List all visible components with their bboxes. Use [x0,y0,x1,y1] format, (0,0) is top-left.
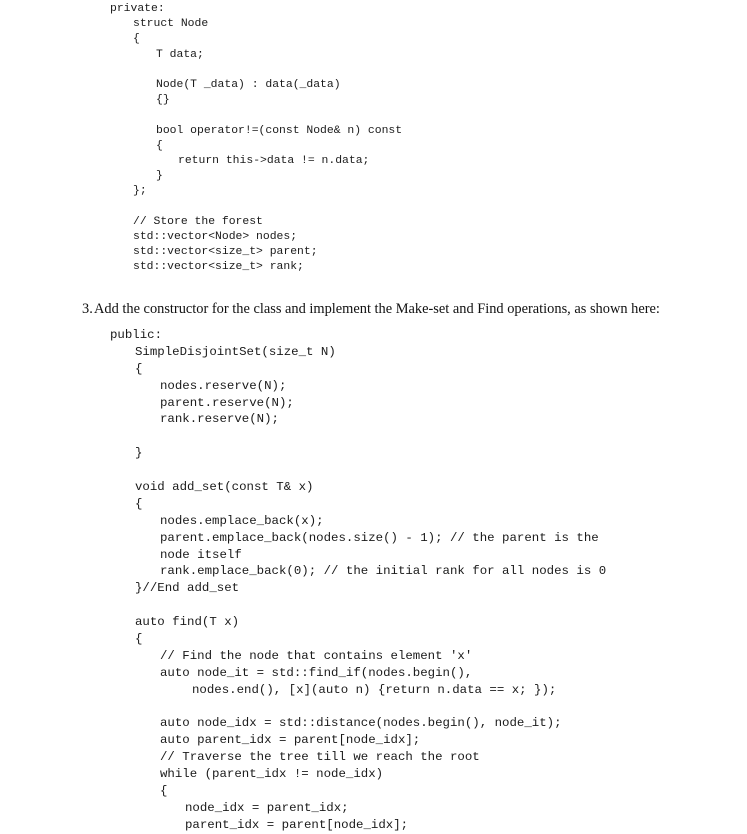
step-text: Add the constructor for the class and implement the Make-set and Find operations, as shown here: [94,301,660,317]
code-line: struct Node [133,18,209,31]
code-line: rank.reserve(N); [160,412,279,427]
code-line: } [135,446,143,461]
code-line: { [135,361,143,376]
code-line [0,597,747,614]
code-line: Node(T _data) : data(_data) [156,78,341,91]
code-line: SimpleDisjointSet(size_t N) [135,344,336,359]
code-line: parent_idx = parent[node_idx]; [185,817,409,832]
code-line: { [135,632,143,647]
code-line: { [133,33,140,46]
code-line: rank.emplace_back(0); // the initial rank for all nodes is 0 [160,564,607,579]
code-line: void add_set(const T& x) [135,480,314,495]
code-line: nodes.emplace_back(x); [160,513,324,528]
code-line: }//End add_set [135,581,240,596]
code-block-public-methods [0,327,747,834]
code-line: auto node_idx = std::distance(nodes.begin(), node_it); [160,716,562,731]
code-line: // Store the forest [133,215,263,228]
code-line: return this->data != n.data; [178,154,370,167]
code-line: public: [110,328,163,342]
code-line: T data; [156,48,204,61]
code-line: }; [133,185,147,198]
code-line: std::vector<size_t> rank; [133,261,304,274]
code-line [0,63,747,78]
code-line: node itself [160,547,242,562]
code-line: // Find the node that contains element 'x' [160,648,473,663]
code-line: std::vector<Node> nodes; [133,230,298,243]
code-line: nodes.end(), [x](auto n) {return n.data == x; }); [192,682,557,697]
code-line [0,108,747,123]
step-number: 3. [82,301,93,317]
code-line: nodes.reserve(N); [160,378,287,393]
code-line: { [135,496,143,511]
code-line: bool operator!=(const Node& n) const [156,124,403,137]
code-line: std::vector<size_t> parent; [133,246,318,258]
code-line: {} [156,94,170,107]
step-3-instruction [82,300,734,318]
code-line: auto node_it = std::find_if(nodes.begin(), [160,665,473,680]
code-line: { [156,139,163,152]
code-block-node-struct [0,2,747,275]
code-line: } [156,170,163,183]
code-line: // Traverse the tree till we reach the root [160,750,480,765]
code-line [0,462,747,479]
code-line: { [160,784,168,799]
code-line [0,428,747,445]
code-line [0,699,747,716]
code-line: auto find(T x) [135,615,240,630]
code-line: parent.emplace_back(nodes.size() - 1); // the parent is the [160,530,599,545]
code-line [0,199,747,214]
code-line: while (parent_idx != node_idx) [160,767,384,782]
code-line: parent.reserve(N); [160,395,294,410]
code-line: private: [110,3,165,15]
code-line: node_idx = parent_idx; [185,800,349,815]
code-line: auto parent_idx = parent[node_idx]; [160,733,421,748]
